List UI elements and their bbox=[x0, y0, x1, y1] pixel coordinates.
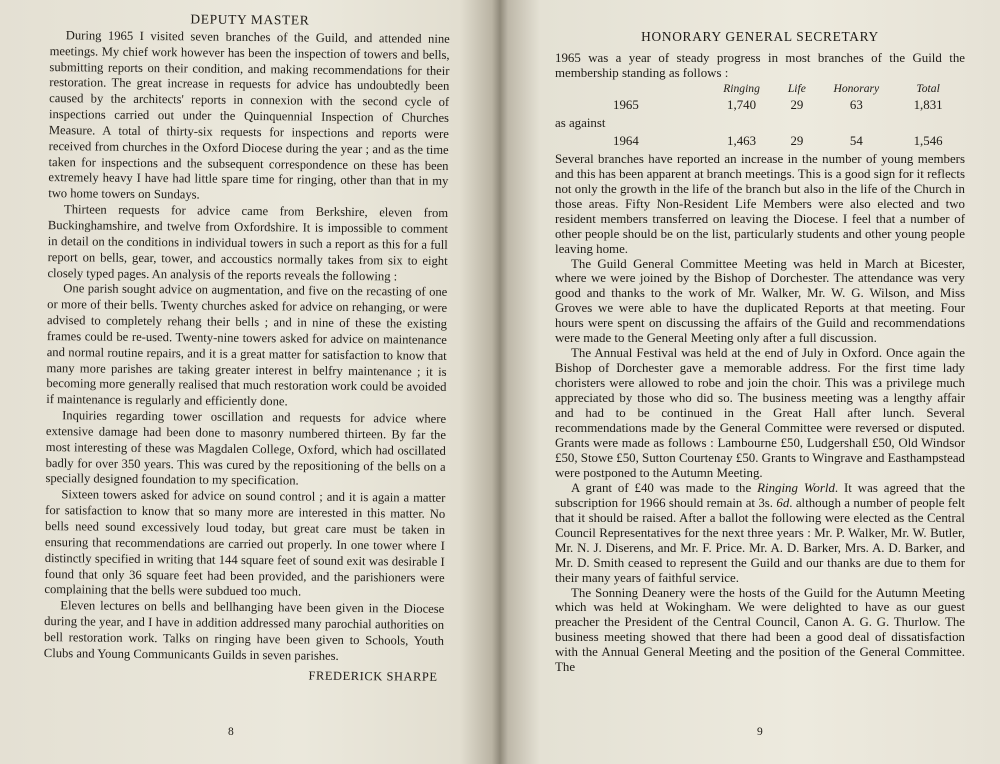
as-against-label: as against bbox=[555, 116, 606, 131]
left-paragraph-2: Thirteen requests for advice came from Berkshire, eleven from Buckinghamshire, and twelve from Oxfordshire. It is impossible to comment in detail on the conditions in individual towers in such a report as this for a full report on bells, gear, tower, and accoustics normally takes from six to eight closely typed pages. An analysis of the reports reveals the following : bbox=[47, 202, 449, 283]
header-year bbox=[555, 82, 711, 97]
header-honorary: Honorary bbox=[833, 81, 880, 95]
life-1964: 29 bbox=[790, 134, 804, 149]
right-paragraph-1: Several branches have reported an increase in the number of young members and this has been apparent at branch meetings. This is a good sign for it reflects not only the growth in the life of the branch but also in the life of the Church in those areas. Fifty Non-Resident Life Members were also elected and two resident members transferred on leaving the Diocese. I feel that a number of other people should be on the list, particularly students and other young people leaving home. bbox=[555, 151, 966, 256]
left-page-text-block bbox=[44, 10, 450, 685]
right-page-text-block bbox=[555, 30, 965, 675]
ringing-world-title: Ringing World bbox=[757, 480, 835, 495]
honorary-1964: 54 bbox=[849, 134, 863, 149]
right-paragraph-5: The Sonning Deanery were the hosts of the Guild for the Autumn Meeting which was held at Wokingham. We were delighted to have as our guest preacher the President of the Central Council, Canon A. G. G. Thurlow. The business meeting showed that there had been a good deal of dissatisfaction with the Annual General Meeting and the position of the General Committee. The bbox=[555, 585, 965, 675]
table-row bbox=[555, 133, 965, 151]
table-row bbox=[555, 97, 965, 115]
life-1965: 29 bbox=[790, 98, 804, 113]
total-1964: 1,546 bbox=[913, 134, 943, 149]
total-1965: 1,831 bbox=[913, 98, 943, 113]
as-against-row bbox=[555, 115, 965, 133]
pence-italic: 6d bbox=[776, 495, 790, 510]
header-total: Total bbox=[916, 81, 940, 95]
header-life: Life bbox=[787, 81, 806, 95]
right-paragraph-4 bbox=[555, 481, 965, 586]
year-1965: 1965 bbox=[613, 98, 639, 113]
page-number-left: 8 bbox=[228, 726, 234, 738]
page-number-right: 9 bbox=[757, 726, 763, 738]
left-paragraph-1: During 1965 I visited seven branches of the Guild, and attended nine meetings. My chief work however has been the inspection of towers and bells, submitting reports on their condition, and making recommendations for their restoration. The great increase in requests for advice has undoubtedly been caused by the architects' reports in connexion with the second cycle of inspections carried out under the Quinquennial Inspection of Churches Measure. A total of thirty-six requests for inspections and reports were received from churches in the Oxford Diocese during the year ; and as the time taken for inspections and the subsequent correspondence on these has been extremely heavy I have had little spare time for ringing, other than that in my two home towers on Sundays. bbox=[48, 28, 450, 202]
honorary-1965: 63 bbox=[849, 98, 863, 113]
left-paragraph-4: Inquiries regarding tower oscillation and requests for advice where extensive damage had been done to masonry numbered thirteen. By far the most interesting of these was Magdalen College, Oxford, which had oscillated badly for over 350 years. This was cured by the repositioning of the bells on a specially designed foundation to my specification. bbox=[45, 408, 447, 488]
para-4-mid: . It was agreed that the subscription for 1966 should remain at 3s. bbox=[555, 480, 965, 510]
right-page bbox=[505, 0, 1000, 764]
right-paragraph-3: The Annual Festival was held at the end of July in Oxford. Once again the Bishop of Dorchester gave a memorable address. For the first time lady choristers were allowed to robe and join the choir. This was a privilege much appreciated by those who did so. The business meeting was a lengthy affair and had to be continued in the Great Hall after lunch. Several recommendations made by the General Committee were reversed or disputed. Grants were made as follows : Lambourne £50, Ludgershall £50, Old Windsor £50, Stowe £50, Sutton Courtenay £50. Grants to Wingrave and Easthampstead were postponed to the Autumn Meeting. bbox=[555, 346, 965, 480]
left-paragraph-5: Sixteen towers asked for advice on sound control ; and it is again a matter for satisfaction to know that so many more are interested in this matter. No bells need sound excessively loud today, but great care must be taken in ensuring that recommendations are carried out properly. In one tower where I distinctly specified in writing that 144 square feet of sound exit was desirable I found that only 36 square feet had been provided, and the parishioners were complaining that the bells were subdued too much. bbox=[44, 487, 446, 599]
para-4-after: . although a number of people felt that it should be raised. After a ballot the following were elected as the Central Council Representatives for the next three years : Mr. P. Walker, Mr. W. Butler, Mr. N. J. Diserens, and Mr. F. Price. Mr. A. D. Barker, Mrs. A. D. Barker, and Mr. D. Smith ceased to represent the Guild and our thanks are due to them for their many years of faithful service. bbox=[555, 495, 966, 585]
right-paragraph-2: The Guild General Committee Meeting was held in March at Bicester, where we were joined by the Bishop of Dorchester. The attendance was very good and thanks to the work of Mr. Walker, Mr. W. G. Wilson, and Miss Groves we were able to have the duplicated Reports at that meeting. Four hours were spent on discussing the affairs of the Guild and recommendations were made to the General Meeting only after a full discussion. bbox=[555, 256, 965, 346]
left-page bbox=[0, 0, 495, 764]
para-4-before: A grant of £40 was made to the bbox=[571, 480, 758, 495]
header-ringing: Ringing bbox=[723, 81, 760, 95]
left-paragraph-3: One parish sought advice on augmentation, and five on the recasting of one or more of their bells. Twenty churches asked for advice on rehanging, or were advised to completely rehang their bells ; and in nine of these the existing frames could be re-used. Twenty-nine towers asked for advice on maintenance and normal routine repairs, and it is a great matter for satisfaction to know that many more parishes are taking greater interest in belfry maintenance ; it is becoming more generally realised that much restoration work could be avoided if maintenance is regularly and efficiently done. bbox=[46, 281, 448, 409]
membership-table bbox=[555, 82, 965, 151]
right-page-heading: HONORARY GENERAL SECRETARY bbox=[641, 29, 879, 44]
year-1964: 1964 bbox=[613, 134, 639, 149]
signature: FREDERICK SHARPE bbox=[308, 668, 438, 684]
left-page-heading: DEPUTY MASTER bbox=[190, 11, 310, 28]
ringing-1965: 1,740 bbox=[727, 98, 757, 113]
left-paragraph-6: Eleven lectures on bells and bellhanging have been given in the Diocese during the year, and I have in addition addressed many parochial authorities on bell restoration work. Talks on ringing have been given to Schools, Youth Clubs and Young Communicants Guilds in seven parishes. bbox=[43, 598, 445, 663]
membership-table-header-row bbox=[555, 82, 965, 97]
membership-intro: 1965 was a year of steady progress in most branches of the Guild the membership standing as follows : bbox=[555, 50, 965, 80]
ringing-1964: 1,463 bbox=[727, 134, 757, 149]
